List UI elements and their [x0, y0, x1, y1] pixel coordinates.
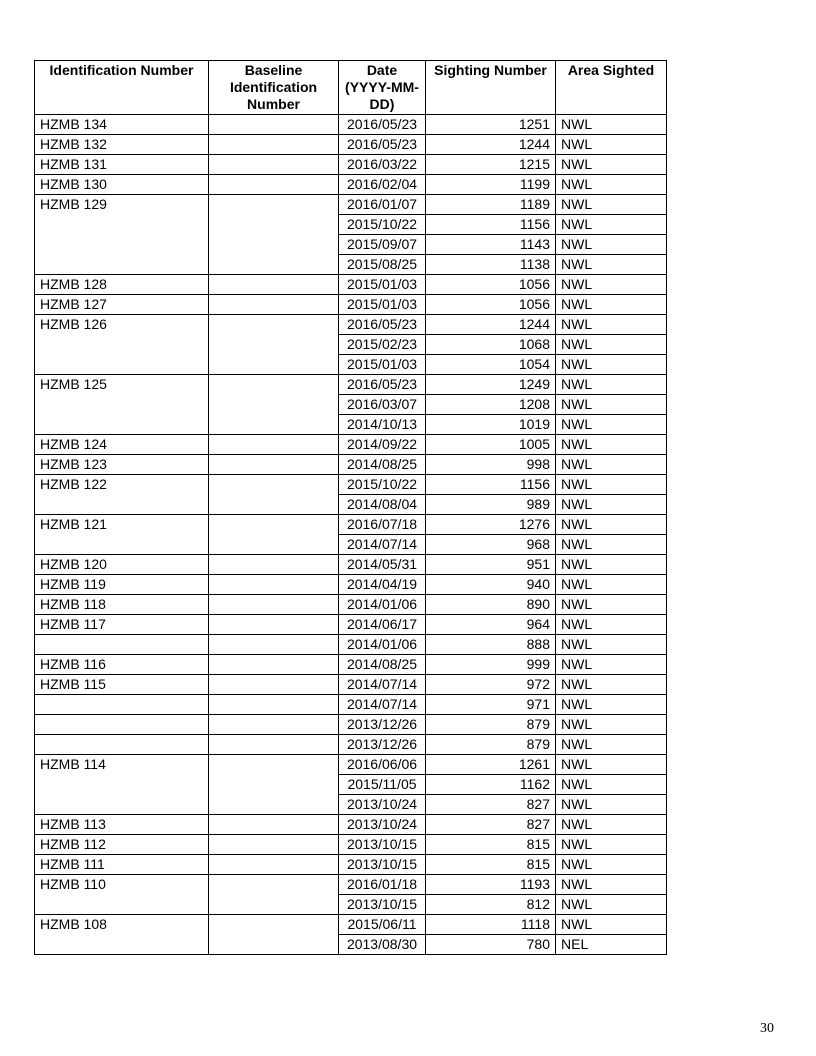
- cell-date: 2015/09/07: [339, 235, 426, 255]
- cell-date: 2014/07/14: [339, 535, 426, 555]
- cell-baseline-identification-number: [209, 135, 339, 155]
- table-row: [35, 715, 667, 735]
- cell-baseline-identification-number: [209, 735, 339, 755]
- page-number: 30: [760, 1021, 774, 1036]
- table-row: [35, 275, 667, 295]
- cell-baseline-identification-number: [209, 575, 339, 595]
- table-row: [35, 475, 667, 495]
- cell-date: 2013/10/15: [339, 835, 426, 855]
- cell-date: 2016/05/23: [339, 115, 426, 135]
- cell-identification-number: HZMB 122: [35, 475, 209, 515]
- cell-sighting-number: 989: [426, 495, 556, 515]
- cell-area-sighted: NWL: [556, 635, 667, 655]
- header-date: Date (YYYY-MM-DD): [339, 61, 426, 115]
- cell-area-sighted: NWL: [556, 155, 667, 175]
- cell-identification-number: [35, 735, 209, 755]
- cell-sighting-number: 1199: [426, 175, 556, 195]
- cell-date: 2014/07/14: [339, 675, 426, 695]
- cell-sighting-number: 879: [426, 715, 556, 735]
- table-row: [35, 175, 667, 195]
- cell-baseline-identification-number: [209, 275, 339, 295]
- cell-date: 2014/09/22: [339, 435, 426, 455]
- cell-sighting-number: 1249: [426, 375, 556, 395]
- cell-date: 2014/08/25: [339, 655, 426, 675]
- cell-area-sighted: NWL: [556, 395, 667, 415]
- cell-area-sighted: NWL: [556, 455, 667, 475]
- cell-date: 2016/02/04: [339, 175, 426, 195]
- cell-date: 2015/01/03: [339, 355, 426, 375]
- cell-area-sighted: NWL: [556, 135, 667, 155]
- cell-date: 2014/04/19: [339, 575, 426, 595]
- cell-area-sighted: NWL: [556, 215, 667, 235]
- cell-identification-number: HZMB 119: [35, 575, 209, 595]
- cell-baseline-identification-number: [209, 155, 339, 175]
- cell-sighting-number: 827: [426, 815, 556, 835]
- cell-date: 2013/08/30: [339, 935, 426, 955]
- cell-sighting-number: 1208: [426, 395, 556, 415]
- cell-date: 2014/07/14: [339, 695, 426, 715]
- cell-baseline-identification-number: [209, 455, 339, 475]
- cell-area-sighted: NWL: [556, 835, 667, 855]
- cell-sighting-number: 827: [426, 795, 556, 815]
- cell-date: 2015/01/03: [339, 295, 426, 315]
- cell-date: 2013/12/26: [339, 735, 426, 755]
- cell-sighting-number: 1056: [426, 275, 556, 295]
- cell-baseline-identification-number: [209, 835, 339, 855]
- cell-area-sighted: NWL: [556, 655, 667, 675]
- cell-date: 2016/06/06: [339, 755, 426, 775]
- cell-sighting-number: 1005: [426, 435, 556, 455]
- table-row: [35, 315, 667, 335]
- cell-area-sighted: NWL: [556, 175, 667, 195]
- header-row: [35, 61, 667, 115]
- cell-identification-number: [35, 715, 209, 735]
- cell-baseline-identification-number: [209, 635, 339, 655]
- cell-date: 2015/01/03: [339, 275, 426, 295]
- cell-baseline-identification-number: [209, 755, 339, 815]
- cell-date: 2013/10/15: [339, 895, 426, 915]
- table-row: [35, 515, 667, 535]
- cell-sighting-number: 1251: [426, 115, 556, 135]
- cell-sighting-number: 1138: [426, 255, 556, 275]
- cell-date: 2015/02/23: [339, 335, 426, 355]
- cell-sighting-number: 1056: [426, 295, 556, 315]
- header-baseline-identification-number: Baseline Identification Number: [209, 61, 339, 115]
- cell-sighting-number: 1143: [426, 235, 556, 255]
- cell-sighting-number: 815: [426, 855, 556, 875]
- cell-sighting-number: 1156: [426, 215, 556, 235]
- cell-date: 2016/03/07: [339, 395, 426, 415]
- cell-date: 2016/05/23: [339, 135, 426, 155]
- cell-baseline-identification-number: [209, 115, 339, 135]
- cell-identification-number: HZMB 128: [35, 275, 209, 295]
- table-row: [35, 755, 667, 775]
- cell-identification-number: HZMB 115: [35, 675, 209, 695]
- cell-identification-number: HZMB 112: [35, 835, 209, 855]
- cell-identification-number: HZMB 127: [35, 295, 209, 315]
- cell-area-sighted: NWL: [556, 795, 667, 815]
- cell-area-sighted: NWL: [556, 515, 667, 535]
- cell-sighting-number: 1068: [426, 335, 556, 355]
- cell-area-sighted: NWL: [556, 815, 667, 835]
- cell-sighting-number: 999: [426, 655, 556, 675]
- cell-area-sighted: NWL: [556, 375, 667, 395]
- cell-identification-number: HZMB 111: [35, 855, 209, 875]
- cell-area-sighted: NWL: [556, 355, 667, 375]
- cell-date: 2014/06/17: [339, 615, 426, 635]
- table-row: [35, 915, 667, 935]
- cell-date: 2016/03/22: [339, 155, 426, 175]
- cell-baseline-identification-number: [209, 595, 339, 615]
- cell-baseline-identification-number: [209, 615, 339, 635]
- table-row: [35, 435, 667, 455]
- cell-area-sighted: NWL: [556, 895, 667, 915]
- cell-sighting-number: 879: [426, 735, 556, 755]
- cell-identification-number: HZMB 113: [35, 815, 209, 835]
- cell-sighting-number: 888: [426, 635, 556, 655]
- table-row: [35, 555, 667, 575]
- cell-baseline-identification-number: [209, 295, 339, 315]
- cell-sighting-number: 1215: [426, 155, 556, 175]
- cell-sighting-number: 890: [426, 595, 556, 615]
- cell-baseline-identification-number: [209, 855, 339, 875]
- cell-area-sighted: NWL: [556, 235, 667, 255]
- cell-identification-number: HZMB 124: [35, 435, 209, 455]
- cell-sighting-number: 1261: [426, 755, 556, 775]
- sightings-table: [34, 60, 667, 955]
- cell-date: 2013/10/24: [339, 815, 426, 835]
- header-identification-number: Identification Number: [35, 61, 209, 115]
- cell-date: 2016/01/07: [339, 195, 426, 215]
- cell-identification-number: HZMB 120: [35, 555, 209, 575]
- cell-identification-number: [35, 635, 209, 655]
- cell-date: 2015/10/22: [339, 475, 426, 495]
- cell-baseline-identification-number: [209, 515, 339, 555]
- cell-date: 2015/06/11: [339, 915, 426, 935]
- cell-identification-number: HZMB 129: [35, 195, 209, 275]
- cell-date: 2015/11/05: [339, 775, 426, 795]
- cell-identification-number: HZMB 126: [35, 315, 209, 375]
- cell-baseline-identification-number: [209, 375, 339, 435]
- cell-date: 2014/05/31: [339, 555, 426, 575]
- cell-area-sighted: NWL: [556, 715, 667, 735]
- table-row: [35, 455, 667, 475]
- cell-identification-number: HZMB 118: [35, 595, 209, 615]
- table-row: [35, 855, 667, 875]
- cell-baseline-identification-number: [209, 695, 339, 715]
- cell-identification-number: HZMB 114: [35, 755, 209, 815]
- table-row: [35, 135, 667, 155]
- cell-date: 2013/12/26: [339, 715, 426, 735]
- table-row: [35, 835, 667, 855]
- table-row: [35, 695, 667, 715]
- cell-date: 2014/01/06: [339, 595, 426, 615]
- cell-sighting-number: 812: [426, 895, 556, 915]
- cell-identification-number: HZMB 134: [35, 115, 209, 135]
- table-row: [35, 195, 667, 215]
- cell-date: 2014/01/06: [339, 635, 426, 655]
- cell-area-sighted: NWL: [556, 495, 667, 515]
- cell-baseline-identification-number: [209, 655, 339, 675]
- cell-sighting-number: 1054: [426, 355, 556, 375]
- cell-area-sighted: NWL: [556, 115, 667, 135]
- cell-area-sighted: NWL: [556, 435, 667, 455]
- table-row: [35, 735, 667, 755]
- table-row: [35, 635, 667, 655]
- table-header: [35, 61, 667, 115]
- cell-sighting-number: 951: [426, 555, 556, 575]
- cell-identification-number: HZMB 131: [35, 155, 209, 175]
- cell-date: 2014/08/04: [339, 495, 426, 515]
- cell-area-sighted: NWL: [556, 915, 667, 935]
- cell-area-sighted: NWL: [556, 195, 667, 215]
- cell-area-sighted: NWL: [556, 295, 667, 315]
- cell-baseline-identification-number: [209, 175, 339, 195]
- cell-identification-number: HZMB 130: [35, 175, 209, 195]
- cell-baseline-identification-number: [209, 815, 339, 835]
- table-row: [35, 375, 667, 395]
- cell-area-sighted: NWL: [556, 555, 667, 575]
- cell-sighting-number: 1244: [426, 135, 556, 155]
- cell-sighting-number: 964: [426, 615, 556, 635]
- table-row: [35, 155, 667, 175]
- cell-date: 2014/08/25: [339, 455, 426, 475]
- table-row: [35, 115, 667, 135]
- cell-area-sighted: NWL: [556, 755, 667, 775]
- cell-date: 2013/10/24: [339, 795, 426, 815]
- table-row: [35, 675, 667, 695]
- cell-sighting-number: 780: [426, 935, 556, 955]
- cell-identification-number: HZMB 132: [35, 135, 209, 155]
- cell-baseline-identification-number: [209, 915, 339, 955]
- table-row: [35, 575, 667, 595]
- cell-identification-number: HZMB 117: [35, 615, 209, 635]
- cell-identification-number: [35, 695, 209, 715]
- cell-area-sighted: NWL: [556, 695, 667, 715]
- table-row: [35, 655, 667, 675]
- cell-area-sighted: NWL: [556, 415, 667, 435]
- table-row: [35, 595, 667, 615]
- table-row: [35, 615, 667, 635]
- cell-sighting-number: 1276: [426, 515, 556, 535]
- cell-area-sighted: NWL: [556, 255, 667, 275]
- cell-identification-number: HZMB 116: [35, 655, 209, 675]
- cell-sighting-number: 1156: [426, 475, 556, 495]
- cell-identification-number: HZMB 108: [35, 915, 209, 955]
- cell-sighting-number: 1019: [426, 415, 556, 435]
- cell-sighting-number: 971: [426, 695, 556, 715]
- cell-identification-number: HZMB 110: [35, 875, 209, 915]
- cell-sighting-number: 815: [426, 835, 556, 855]
- cell-baseline-identification-number: [209, 475, 339, 515]
- cell-baseline-identification-number: [209, 195, 339, 275]
- cell-baseline-identification-number: [209, 555, 339, 575]
- cell-area-sighted: NWL: [556, 735, 667, 755]
- cell-area-sighted: NWL: [556, 475, 667, 495]
- cell-date: 2016/05/23: [339, 315, 426, 335]
- cell-sighting-number: 972: [426, 675, 556, 695]
- cell-sighting-number: 1162: [426, 775, 556, 795]
- cell-date: 2016/01/18: [339, 875, 426, 895]
- cell-baseline-identification-number: [209, 675, 339, 695]
- cell-sighting-number: 968: [426, 535, 556, 555]
- cell-area-sighted: NWL: [556, 615, 667, 635]
- cell-area-sighted: NWL: [556, 335, 667, 355]
- cell-identification-number: HZMB 123: [35, 455, 209, 475]
- cell-area-sighted: NWL: [556, 535, 667, 555]
- cell-sighting-number: 1244: [426, 315, 556, 335]
- cell-area-sighted: NWL: [556, 315, 667, 335]
- header-sighting-number: Sighting Number: [426, 61, 556, 115]
- cell-area-sighted: NWL: [556, 855, 667, 875]
- cell-identification-number: HZMB 121: [35, 515, 209, 555]
- cell-identification-number: HZMB 125: [35, 375, 209, 435]
- cell-area-sighted: NWL: [556, 775, 667, 795]
- table-row: [35, 295, 667, 315]
- cell-area-sighted: NWL: [556, 675, 667, 695]
- cell-date: 2016/05/23: [339, 375, 426, 395]
- cell-baseline-identification-number: [209, 435, 339, 455]
- cell-baseline-identification-number: [209, 315, 339, 375]
- cell-sighting-number: 1189: [426, 195, 556, 215]
- cell-area-sighted: NWL: [556, 595, 667, 615]
- cell-date: 2016/07/18: [339, 515, 426, 535]
- cell-area-sighted: NWL: [556, 275, 667, 295]
- table-row: [35, 815, 667, 835]
- cell-sighting-number: 998: [426, 455, 556, 475]
- cell-date: 2014/10/13: [339, 415, 426, 435]
- cell-area-sighted: NWL: [556, 575, 667, 595]
- cell-area-sighted: NWL: [556, 875, 667, 895]
- table-row: [35, 875, 667, 895]
- cell-area-sighted: NEL: [556, 935, 667, 955]
- cell-sighting-number: 940: [426, 575, 556, 595]
- cell-date: 2015/08/25: [339, 255, 426, 275]
- cell-date: 2013/10/15: [339, 855, 426, 875]
- cell-baseline-identification-number: [209, 875, 339, 915]
- table-body: [35, 115, 667, 955]
- header-area-sighted: Area Sighted: [556, 61, 667, 115]
- cell-date: 2015/10/22: [339, 215, 426, 235]
- cell-sighting-number: 1193: [426, 875, 556, 895]
- cell-sighting-number: 1118: [426, 915, 556, 935]
- cell-baseline-identification-number: [209, 715, 339, 735]
